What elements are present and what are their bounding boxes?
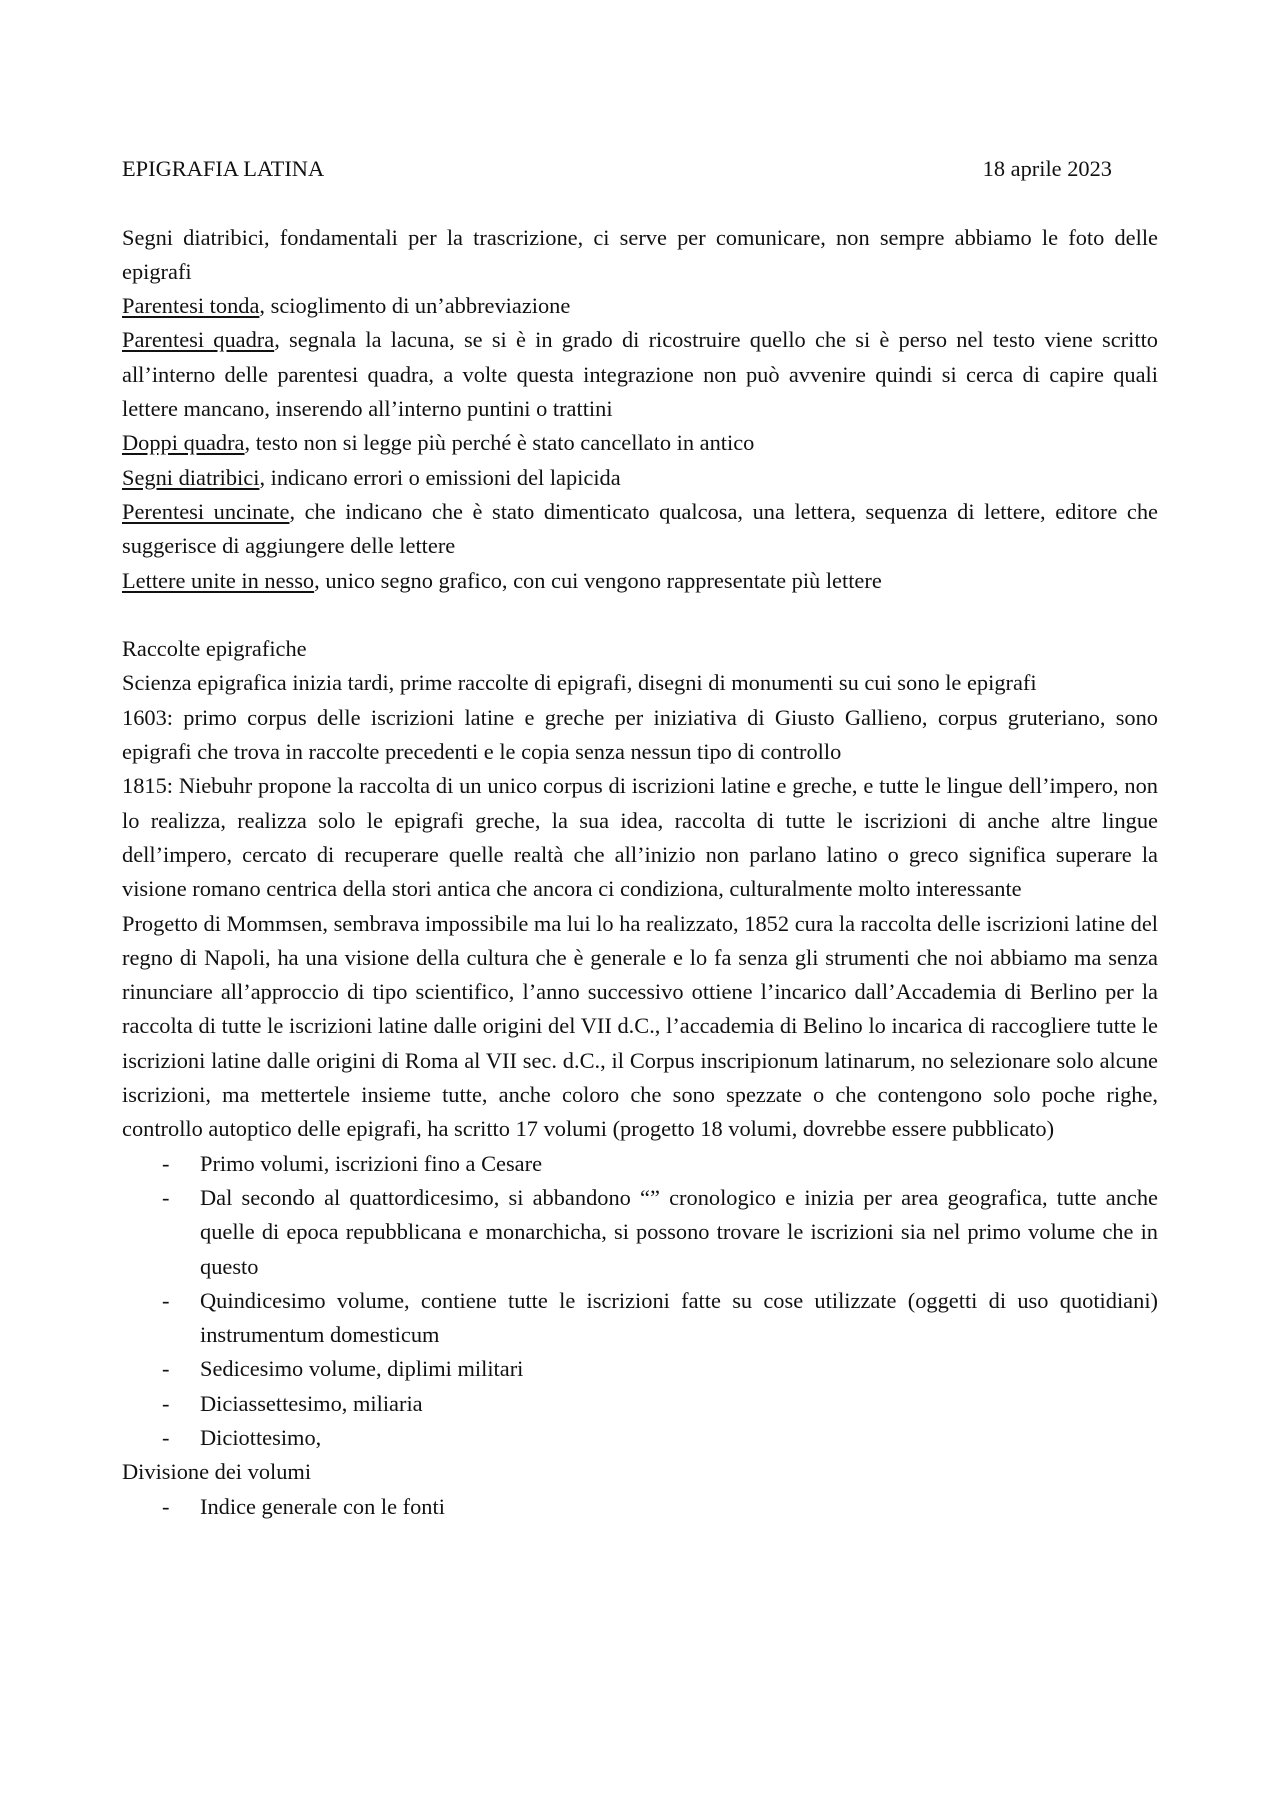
list-item: - Sedicesimo volume, diplimi militari — [200, 1352, 1158, 1386]
document-date: 18 aprile 2023 — [982, 156, 1112, 181]
sign-term: Parentesi quadra — [122, 327, 275, 353]
sign-term: Lettere unite in nesso — [122, 567, 315, 593]
collections-paragraph: 1815: Niebuhr propone la raccolta di un unico corpus di iscrizioni latine e greche, e tutte le lingue dell’impero, non lo realizza, realizza solo le epigrafi greche, la sua idea, raccolta di tutte le iscrizioni di anche altre lingue dell’impero, cercato di recuperare quelle realtà che all’inizio non parlano latino o greco significa superare la visione romano centrica della stori antica che ancora ci condiziona, culturalmente molto interessante — [122, 773, 1158, 902]
sign-description: , indicano errori o emissioni del lapicida — [259, 464, 621, 490]
collections-paragraph: Scienza epigrafica inizia tardi, prime raccolte di epigrafi, disegni di monumenti su cui sono le epigrafi — [122, 670, 1037, 696]
list-item: - Primo volumi, iscrizioni fino a Cesare — [200, 1147, 1158, 1181]
volumes-list — [122, 1147, 1158, 1456]
list-item: - Indice generale con le fonti — [200, 1490, 1158, 1524]
document-title: EPIGRAFIA LATINA — [122, 156, 325, 181]
section-heading-collections: Raccolte epigrafiche — [122, 636, 307, 662]
collections-paragraph: 1603: primo corpus delle iscrizioni latine e greche per iniziativa di Giusto Gallieno, corpus gruteriano, sono epigrafi che trova in raccolte precedenti e le copia senza nessun tipo di controllo — [122, 704, 1158, 765]
sign-description: , segnala la lacuna, se si è in grado di ricostruire quello che si è perso nel testo viene scritto all’interno delle parentesi quadra, a volte questa integrazione non può avvenire quindi si cerca di capire quali lettere mancano, inserendo all’interno puntini o trattini — [122, 327, 1158, 422]
list-item: - Quindicesimo volume, contiene tutte le iscrizioni fatte su cose utilizzate (oggetti di uso quotidiani) instrumentum domesticum — [200, 1284, 1158, 1353]
document-page — [122, 152, 1158, 1524]
sign-item — [122, 426, 1158, 460]
list-item: - Diciassettesimo, miliaria — [200, 1387, 1158, 1421]
sign-item — [122, 289, 1158, 323]
spacer — [122, 598, 1158, 632]
division-list — [122, 1490, 1158, 1524]
sign-item — [122, 564, 1158, 598]
sign-item — [122, 461, 1158, 495]
section-heading-division: Divisione dei volumi — [122, 1459, 312, 1485]
sign-term: Perentesi uncinate — [122, 498, 290, 524]
list-item: - Dal secondo al quattordicesimo, si abbandono “” cronologico e inizia per area geografica, tutte anche quelle di epoca repubblicana e monarchicha, si possono trovare le iscrizioni sia nel primo volume che in questo — [200, 1181, 1158, 1284]
document-header — [122, 152, 1112, 186]
sign-description: , testo non si legge più perché è stato cancellato in antico — [244, 430, 755, 456]
collections-paragraph: Progetto di Mommsen, sembrava impossibile ma lui lo ha realizzato, 1852 cura la raccolta delle iscrizioni latine del regno di Napoli, ha una visione della cultura che è generale e lo fa senza gli strumenti che noi abbiamo ma senza rinunciare all’approccio di tipo scientifico, l’anno successivo ottiene l’incarico dall’Accademia di Berlino per la raccolta di tutte le iscrizioni latine dalle origini del VII d.C., l’accademia di Belino lo incarica di raccogliere tutte le iscrizioni latine dalle origini di Roma al VII sec. d.C., il Corpus inscripionum latinarum, no selezionare solo alcune iscrizioni, ma mettertele insieme tutte, anche coloro che sono spezzate o che contengono solo poche righe, controllo autoptico delle epigrafi, ha scritto 17 volumi (progetto 18 volumi, dovrebbe essere pubblicato) — [122, 910, 1158, 1142]
sign-term: Parentesi tonda — [122, 293, 260, 319]
intro-paragraph: Segni diatribici, fondamentali per la trascrizione, ci serve per comunicare, non sempre abbiamo le foto delle epigrafi — [122, 224, 1158, 284]
sign-description: , unico segno grafico, con cui vengono rappresentate più lettere — [314, 567, 882, 593]
sign-description: , che indicano che è stato dimenticato qualcosa, una lettera, sequenza di lettere, editore che suggerisce di aggiungere delle lettere — [122, 498, 1158, 559]
list-item: - Diciottesimo, — [200, 1421, 1158, 1455]
sign-term: Doppi quadra — [122, 430, 245, 456]
sign-item — [122, 323, 1158, 426]
sign-item — [122, 495, 1158, 564]
sign-term: Segni diatribici — [122, 464, 260, 490]
sign-description: , scioglimento di un’abbreviazione — [259, 293, 571, 319]
spacer — [122, 186, 1158, 220]
